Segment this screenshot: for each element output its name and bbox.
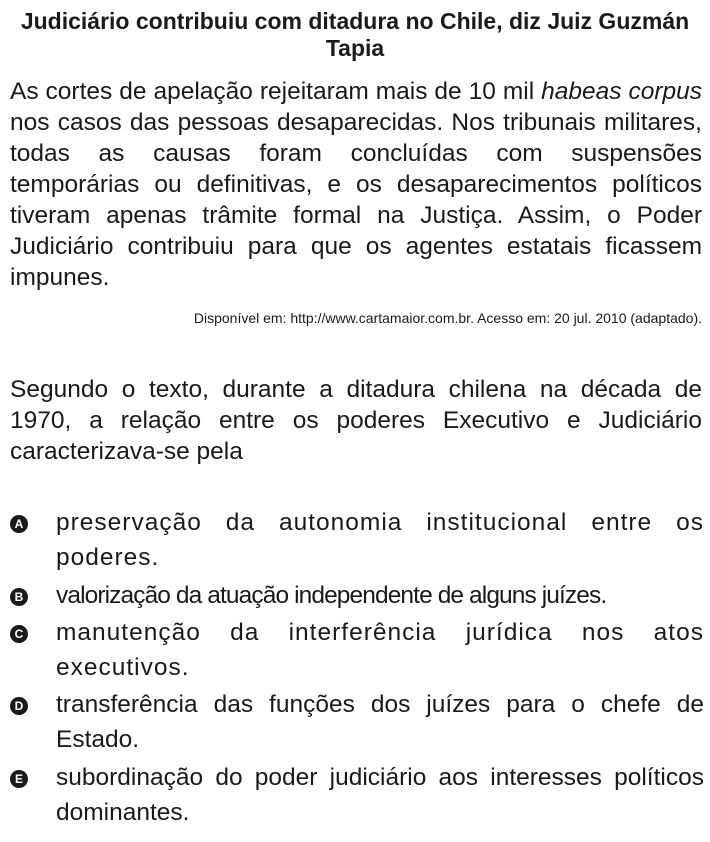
option-b-letter-badge: B — [10, 588, 28, 606]
question-stem: Segundo o texto, durante a ditadura chilena na década de 1970, a relação entre os poderes Executivo e Judiciário caracterizava-se pela — [10, 376, 702, 465]
source-citation: Disponível em: http://www.cartamaior.com.br. Acesso em: 20 jul. 2010 (adaptado). — [193, 310, 702, 326]
passage-part-2: nos casos das pessoas desaparecidas. Nos tribunais militares, todas as causas foram concluídas com suspensões temporárias ou definitivas, e os desaparecimentos políticos tiveram apenas trâmite formal na Justiça. Assim, o Poder Judiciário contribuiu para que os agentes estatais ficassem impunes. — [10, 109, 702, 291]
option-d-text: transferência das funções dos juízes para o chefe de Estado. — [56, 691, 704, 753]
passage-text — [10, 76, 702, 293]
article-title: Judiciário contribuiu com ditadura no Chile, diz Juiz Guzmán Tapia — [20, 8, 690, 61]
option-d-letter-badge: D — [10, 697, 28, 715]
option-a-text: preservação da autonomia institucional entre os poderes. — [56, 509, 704, 571]
option-a-letter-badge: A — [10, 515, 28, 533]
option-b-text: valorização da atuação independente de alguns juízes. — [56, 582, 607, 609]
option-e-text: subordinação do poder judiciário aos interesses políticos dominantes. — [56, 764, 704, 826]
passage-emphasis: habeas corpus — [541, 78, 702, 105]
option-c-letter-badge: C — [10, 625, 28, 643]
option-e-letter-badge: E — [10, 770, 28, 788]
option-c-text: manutenção da interferência jurídica nos atos executivos. — [56, 619, 704, 681]
passage-part-1: As cortes de apelação rejeitaram mais de 10 mil — [10, 78, 542, 105]
